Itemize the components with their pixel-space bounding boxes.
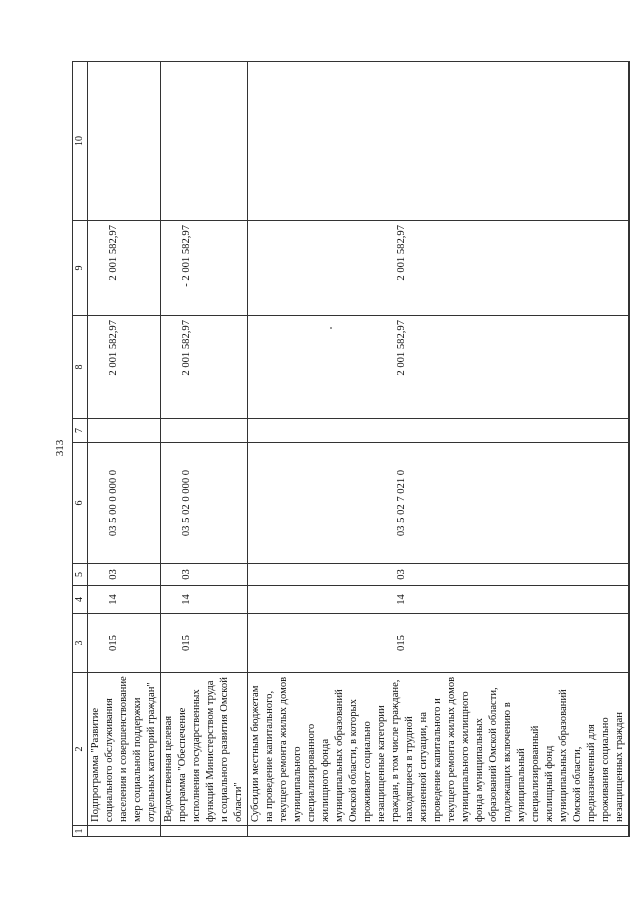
column-number: 3 <box>73 614 88 673</box>
column-number: 8 <box>73 316 88 419</box>
subsection-code: 03 <box>161 564 248 586</box>
row-marker-cell <box>248 826 629 837</box>
amount-column-8: 2 001 582,97 <box>88 316 161 419</box>
target-article-code: 03 5 02 0 000 0 <box>161 443 248 564</box>
expense-name: Ведомственная целевая программа "Обеспечение исполнения государственных функций Министерством труда и социального развития Омской области" <box>161 673 248 826</box>
section-code: 14 <box>161 586 248 614</box>
column-number: 6 <box>73 443 88 564</box>
amount-column-9: 2 001 582,97 <box>88 221 161 316</box>
amount-column-9: 2 001 582,97 <box>248 221 629 316</box>
target-article-code: 03 5 00 0 000 0 <box>88 443 161 564</box>
section-code: 14 <box>248 586 629 614</box>
column-number: 10 <box>73 62 88 221</box>
expense-type-code <box>88 419 161 443</box>
subsection-code: 03 <box>248 564 629 586</box>
ministry-code: 015 <box>161 614 248 673</box>
section-code: 14 <box>88 586 161 614</box>
amount-column-10 <box>248 62 629 221</box>
page-number: 313 <box>54 439 66 457</box>
budget-table <box>72 61 630 837</box>
row-marker-cell <box>161 826 248 837</box>
column-number: 1 <box>73 826 88 837</box>
target-article-code: 03 5 02 7 021 0 <box>248 443 629 564</box>
budget-table-rotated <box>72 62 625 837</box>
amount-column-10 <box>88 62 161 221</box>
table-row <box>88 62 161 837</box>
column-number: 7 <box>73 419 88 443</box>
amount-column-8: 2 001 582,97 <box>248 316 629 419</box>
amount-column-10 <box>161 62 248 221</box>
column-number: 4 <box>73 586 88 614</box>
table-row <box>248 62 629 837</box>
expense-type-code <box>248 419 629 443</box>
column-number: 9 <box>73 221 88 316</box>
table-row <box>161 62 248 837</box>
column-number-row <box>73 62 88 837</box>
column-number: 5 <box>73 564 88 586</box>
expense-name: Субсидии местным бюджетам на проведение капитального, текущего ремонта жилых домов муниципального специализированного жилищного фонда муниципальных образований Омской области, в которых проживают социально незащищенные категории граждан, в том числе граждане, находящиеся в трудной жизненной ситуации, на проведение капитального и текущего ремонта жилых домов муниципального жилищного фонда муниципальных образований Омской области, подлежащих включению в муниципальный специализированный жилищный фонд муниципальных образований Омской области, предназначенный для проживания социально незащищенных граждан <box>248 673 629 826</box>
expense-type-code <box>161 419 248 443</box>
table-bottom-row <box>629 62 630 837</box>
ministry-code: 015 <box>88 614 161 673</box>
amount-column-8: 2 001 582,97 <box>161 316 248 419</box>
expense-name: Подпрограмма "Развитие социального обслуживания населения и совершенствование мер социальной поддержки отдельных категорий граждан" <box>88 673 161 826</box>
column-number: 2 <box>73 673 88 826</box>
row-marker-cell <box>88 826 161 837</box>
amount-column-9: - 2 001 582,97 <box>161 221 248 316</box>
subsection-code: 03 <box>88 564 161 586</box>
ministry-code: 015 <box>248 614 629 673</box>
